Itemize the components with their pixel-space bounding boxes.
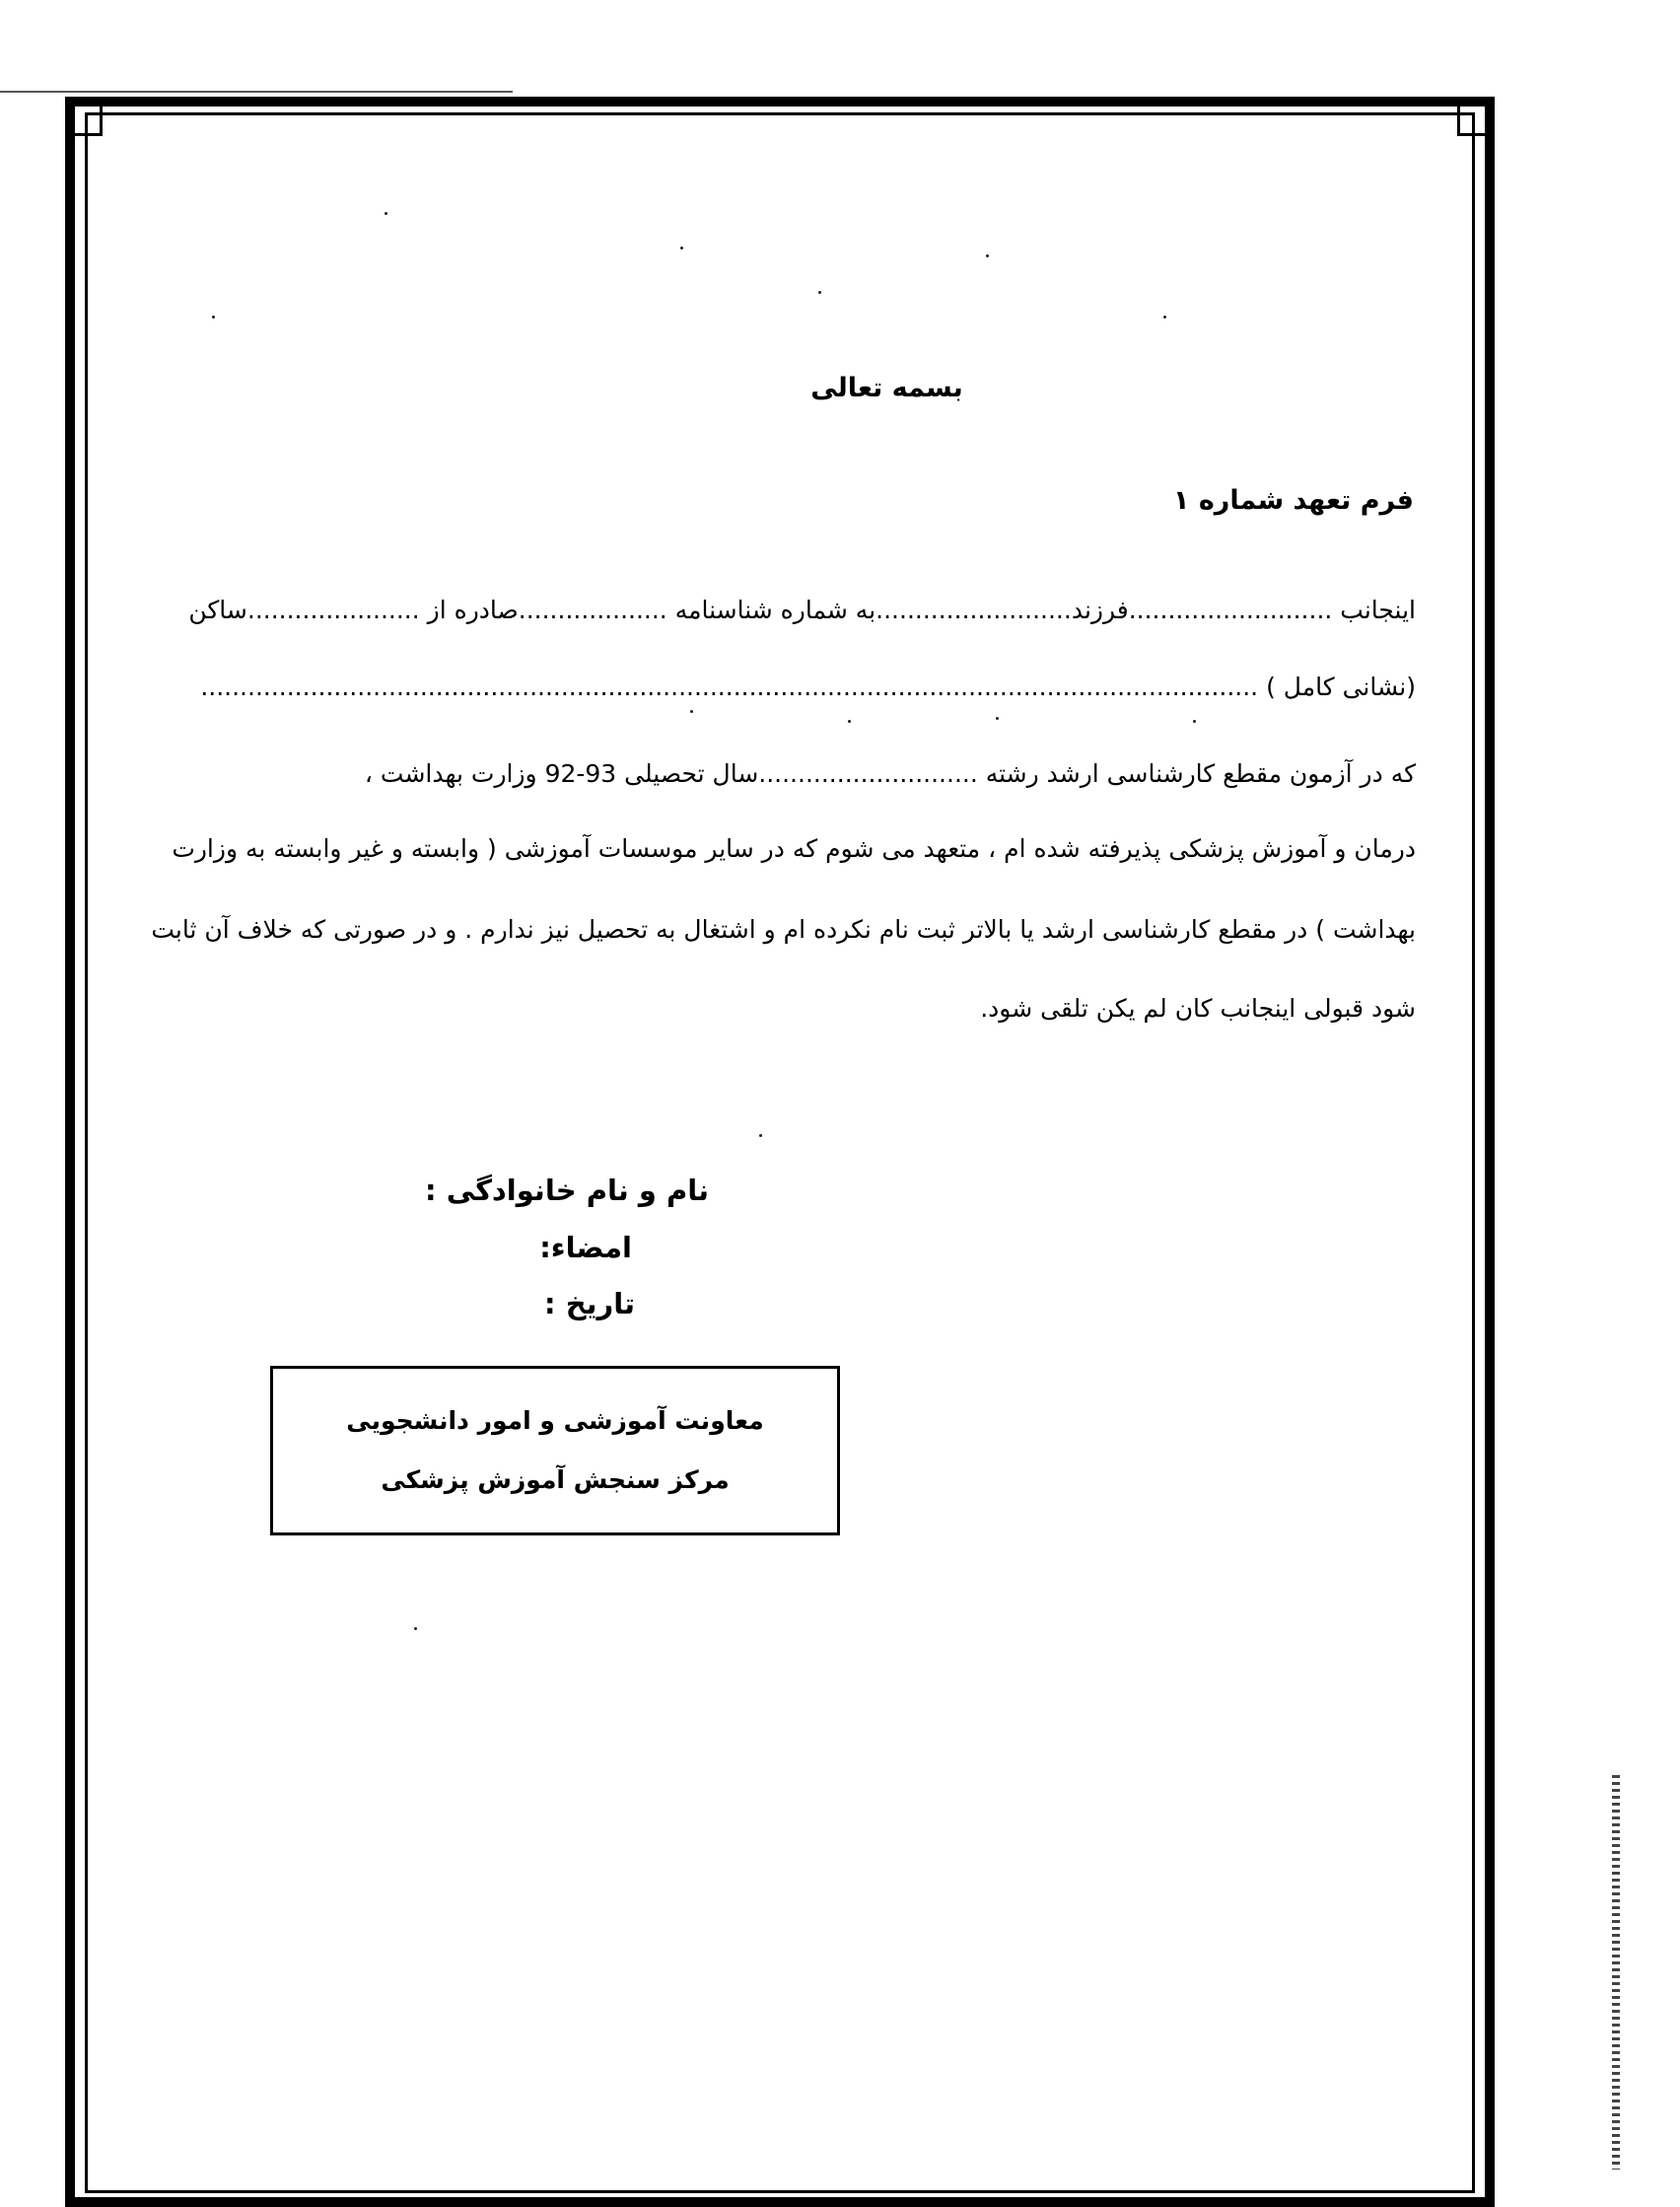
corner-ornament-top-right bbox=[1457, 103, 1491, 136]
office-line-2: مرکز سنجش آموزش پزشکی bbox=[381, 1465, 730, 1494]
scan-speck bbox=[996, 717, 999, 720]
scan-speck bbox=[212, 316, 215, 319]
scan-speck bbox=[385, 212, 387, 215]
scan-speck bbox=[690, 710, 693, 713]
scan-speck bbox=[818, 291, 821, 294]
name-label: نام و نام خانوادگی : bbox=[425, 1174, 709, 1207]
paragraph-line-6: شود قبولی اینجانب کان لم یکن تلقی شود. bbox=[980, 994, 1416, 1023]
scan-speck bbox=[680, 247, 683, 249]
scan-speck bbox=[1163, 316, 1166, 319]
issuing-office-box bbox=[270, 1366, 840, 1535]
paragraph-line-1: اینجانب ..........................فرزند.........................به شماره شناسنامه ...................صادره از ......................ساکن bbox=[188, 596, 1416, 624]
page-border-inner bbox=[85, 112, 1475, 2193]
corner-ornament-top-left bbox=[69, 103, 103, 136]
paragraph-line-4: درمان و آموزش پزشکی پذیرفته شده ام ، متعهد می شوم که در سایر موسسات آموزشی ( وابسته و غیر وابسته به وزارت bbox=[172, 834, 1416, 863]
paragraph-line-2: (نشانی کامل ) ....................................................................................................................................... bbox=[200, 673, 1416, 701]
form-title: فرم تعهد شماره ۱ bbox=[1172, 485, 1414, 516]
scan-edge-strip bbox=[1612, 1775, 1620, 2170]
scan-speck bbox=[1193, 720, 1196, 723]
date-label: تاریخ : bbox=[544, 1287, 635, 1320]
paragraph-line-3: که در آزمون مقطع کارشناسی ارشد رشته ............................سال تحصیلی 93-92 وزارت بهداشت ، bbox=[364, 759, 1416, 788]
scan-speck bbox=[986, 254, 989, 257]
scan-speck bbox=[414, 1627, 417, 1630]
office-line-1: معاونت آموزشی و امور دانشجویی bbox=[346, 1406, 764, 1435]
page-header: بسمه تعالی bbox=[810, 373, 963, 403]
scan-speck bbox=[759, 1134, 762, 1137]
scan-speck bbox=[848, 720, 851, 723]
paragraph-line-5: بهداشت ) در مقطع کارشناسی ارشد یا بالاتر ثبت نام نکرده ام و اشتغال به تحصیل نیز ندارم . و در صورتی که خلاف آن ثابت bbox=[151, 915, 1416, 944]
scan-edge-line bbox=[0, 91, 513, 93]
signature-label: امضاء: bbox=[539, 1231, 632, 1264]
